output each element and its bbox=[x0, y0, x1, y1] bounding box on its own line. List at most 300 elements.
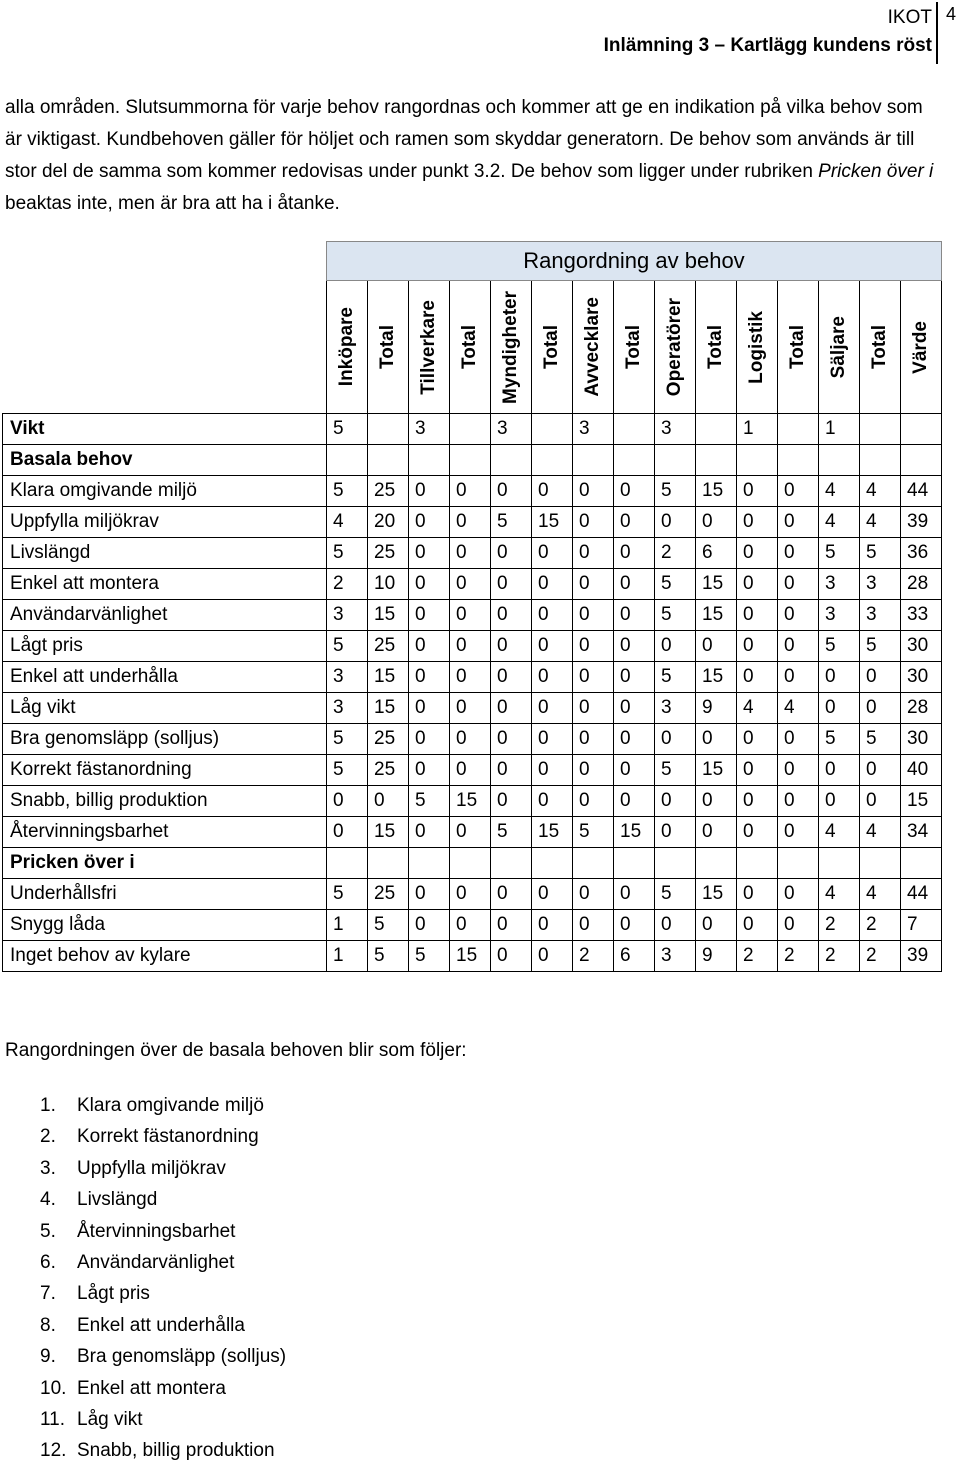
row-label: Klara omgivande miljö bbox=[3, 476, 327, 507]
list-number: 3. bbox=[40, 1157, 56, 1179]
table-cell bbox=[737, 445, 778, 476]
table-cell: 1 bbox=[819, 414, 860, 445]
table-cell bbox=[819, 848, 860, 879]
table-cell: 3 bbox=[327, 600, 368, 631]
table-cell: 28 bbox=[901, 569, 942, 600]
table-cell: 6 bbox=[696, 538, 737, 569]
row-label: Snygg låda bbox=[3, 910, 327, 941]
table-cell: 0 bbox=[491, 600, 532, 631]
table-cell: 0 bbox=[491, 910, 532, 941]
table-cell: 0 bbox=[614, 476, 655, 507]
table-cell: 0 bbox=[655, 786, 696, 817]
list-label: Återvinningsbarhet bbox=[77, 1220, 236, 1242]
list-item bbox=[40, 1278, 286, 1309]
table-cell: 0 bbox=[450, 538, 491, 569]
table-cell: 5 bbox=[327, 414, 368, 445]
table-cell: 0 bbox=[409, 879, 450, 910]
table-cell: 0 bbox=[450, 817, 491, 848]
row-label: Enkel att underhålla bbox=[3, 662, 327, 693]
table-cell: 2 bbox=[573, 941, 614, 972]
table-row bbox=[3, 414, 942, 445]
table-row bbox=[3, 724, 942, 755]
table-cell: 0 bbox=[573, 662, 614, 693]
table-cell: 4 bbox=[327, 507, 368, 538]
table-cell: 39 bbox=[901, 941, 942, 972]
table-cell: 5 bbox=[860, 538, 901, 569]
table-cell bbox=[491, 848, 532, 879]
table-cell: 5 bbox=[655, 755, 696, 786]
table-cell: 5 bbox=[409, 941, 450, 972]
table-cell: 5 bbox=[819, 724, 860, 755]
table-cell bbox=[368, 414, 409, 445]
table-cell: 15 bbox=[696, 879, 737, 910]
table-cell: 15 bbox=[696, 662, 737, 693]
column-header bbox=[491, 281, 532, 414]
list-number: 1. bbox=[40, 1095, 56, 1116]
column-header bbox=[901, 281, 942, 414]
table-cell: 20 bbox=[368, 507, 409, 538]
table-cell: 0 bbox=[409, 817, 450, 848]
table-cell: 4 bbox=[819, 817, 860, 848]
row-label: Underhållsfri bbox=[3, 879, 327, 910]
header-corner bbox=[3, 281, 327, 414]
table-cell: 0 bbox=[327, 817, 368, 848]
table-cell: 3 bbox=[819, 600, 860, 631]
table-cell: 0 bbox=[409, 507, 450, 538]
table-cell: 0 bbox=[573, 724, 614, 755]
table-cell: 0 bbox=[409, 476, 450, 507]
table-cell: 3 bbox=[860, 600, 901, 631]
table-cell: 3 bbox=[573, 414, 614, 445]
table-corner bbox=[3, 242, 327, 281]
table-cell: 0 bbox=[450, 910, 491, 941]
table-cell: 0 bbox=[532, 476, 573, 507]
row-label: Enkel att montera bbox=[3, 569, 327, 600]
table-cell: 0 bbox=[696, 817, 737, 848]
table-cell: 0 bbox=[696, 786, 737, 817]
table-cell: 1 bbox=[327, 910, 368, 941]
header-divider bbox=[936, 2, 938, 64]
table-cell bbox=[860, 414, 901, 445]
table-cell bbox=[901, 848, 942, 879]
table-cell bbox=[778, 414, 819, 445]
table-cell: 0 bbox=[491, 879, 532, 910]
table-cell: 0 bbox=[614, 879, 655, 910]
table-cell: 0 bbox=[573, 755, 614, 786]
table-cell: 7 bbox=[901, 910, 942, 941]
table-cell: 0 bbox=[778, 662, 819, 693]
table-cell: 9 bbox=[696, 941, 737, 972]
table-cell: 0 bbox=[614, 910, 655, 941]
column-header-label: Total bbox=[541, 325, 562, 369]
table-cell: 25 bbox=[368, 879, 409, 910]
intro-italic: Pricken över i bbox=[818, 161, 934, 182]
table-cell: 0 bbox=[614, 693, 655, 724]
table-cell bbox=[655, 445, 696, 476]
table-cell bbox=[614, 445, 655, 476]
table-cell: 0 bbox=[491, 693, 532, 724]
list-number: 6. bbox=[40, 1252, 56, 1274]
table-cell: 5 bbox=[327, 755, 368, 786]
table-cell bbox=[901, 445, 942, 476]
table-cell: 5 bbox=[491, 507, 532, 538]
table-cell: 0 bbox=[409, 693, 450, 724]
table-cell: 0 bbox=[614, 662, 655, 693]
table-cell: 0 bbox=[450, 662, 491, 693]
column-header bbox=[532, 281, 573, 414]
table-cell: 0 bbox=[778, 817, 819, 848]
table-cell: 2 bbox=[819, 910, 860, 941]
table-cell: 0 bbox=[491, 631, 532, 662]
list-item bbox=[40, 1184, 286, 1215]
section-label: Basala behov bbox=[3, 445, 327, 476]
table-cell: 0 bbox=[450, 569, 491, 600]
list-number: 10. bbox=[40, 1377, 67, 1399]
table-cell: 0 bbox=[409, 600, 450, 631]
table-cell: 33 bbox=[901, 600, 942, 631]
table-cell bbox=[532, 445, 573, 476]
table-cell: 0 bbox=[573, 910, 614, 941]
table-cell bbox=[327, 445, 368, 476]
table-cell: 1 bbox=[737, 414, 778, 445]
table-cell: 2 bbox=[737, 941, 778, 972]
table-cell: 2 bbox=[778, 941, 819, 972]
table-row bbox=[3, 476, 942, 507]
table-cell bbox=[573, 848, 614, 879]
table-cell: 0 bbox=[409, 724, 450, 755]
table-cell bbox=[901, 414, 942, 445]
table-cell: 15 bbox=[696, 600, 737, 631]
list-label: Enkel att montera bbox=[77, 1377, 226, 1399]
table-row bbox=[3, 910, 942, 941]
table-cell: 30 bbox=[901, 662, 942, 693]
list-label: Bra genomsläpp (solljus) bbox=[77, 1346, 287, 1368]
table-cell: 5 bbox=[655, 569, 696, 600]
table-cell: 0 bbox=[860, 786, 901, 817]
table-cell: 0 bbox=[532, 879, 573, 910]
table-cell: 0 bbox=[655, 817, 696, 848]
table-cell: 15 bbox=[368, 817, 409, 848]
table-cell: 0 bbox=[532, 786, 573, 817]
table-cell: 0 bbox=[655, 507, 696, 538]
table-cell: 3 bbox=[860, 569, 901, 600]
table-cell: 0 bbox=[737, 476, 778, 507]
table-cell: 0 bbox=[450, 755, 491, 786]
ranking-list bbox=[40, 1090, 286, 1467]
table-cell: 0 bbox=[737, 755, 778, 786]
table-cell: 0 bbox=[778, 538, 819, 569]
table-cell: 0 bbox=[491, 724, 532, 755]
column-header bbox=[778, 281, 819, 414]
row-label: Lågt pris bbox=[3, 631, 327, 662]
column-header-label: Total bbox=[377, 325, 398, 369]
table-cell: 5 bbox=[327, 879, 368, 910]
table-cell: 5 bbox=[655, 600, 696, 631]
table-cell bbox=[860, 848, 901, 879]
column-header-label: Avvecklare bbox=[582, 297, 603, 397]
table-row bbox=[3, 879, 942, 910]
header-titles bbox=[604, 4, 932, 60]
table-cell: 0 bbox=[409, 662, 450, 693]
row-label: Bra genomsläpp (solljus) bbox=[3, 724, 327, 755]
column-header bbox=[860, 281, 901, 414]
table-cell: 0 bbox=[450, 879, 491, 910]
table-cell bbox=[614, 848, 655, 879]
table-cell: 2 bbox=[655, 538, 696, 569]
column-header-label: Total bbox=[787, 325, 808, 369]
table-cell: 44 bbox=[901, 879, 942, 910]
table-cell: 4 bbox=[819, 507, 860, 538]
table-cell: 0 bbox=[737, 786, 778, 817]
table-cell: 0 bbox=[573, 600, 614, 631]
table-cell bbox=[696, 414, 737, 445]
table-row bbox=[3, 662, 942, 693]
table-cell bbox=[737, 848, 778, 879]
table-cell: 0 bbox=[573, 631, 614, 662]
table-cell: 0 bbox=[491, 755, 532, 786]
ranking-intro: Rangordningen över de basala behoven blir som följer: bbox=[5, 1040, 467, 1061]
column-header-label: Inköpare bbox=[336, 307, 357, 387]
table-cell bbox=[778, 848, 819, 879]
table-cell: 0 bbox=[614, 755, 655, 786]
table-cell: 28 bbox=[901, 693, 942, 724]
table-cell: 0 bbox=[655, 724, 696, 755]
table-cell: 0 bbox=[491, 941, 532, 972]
table-cell: 5 bbox=[327, 538, 368, 569]
table-cell: 15 bbox=[614, 817, 655, 848]
table-cell: 0 bbox=[737, 662, 778, 693]
table-cell: 0 bbox=[614, 631, 655, 662]
table-cell bbox=[368, 848, 409, 879]
table-cell: 0 bbox=[696, 724, 737, 755]
row-label: Korrekt fästanordning bbox=[3, 755, 327, 786]
table-cell: 2 bbox=[819, 941, 860, 972]
table-cell: 5 bbox=[368, 910, 409, 941]
column-header bbox=[409, 281, 450, 414]
table-cell: 4 bbox=[778, 693, 819, 724]
table-cell: 5 bbox=[819, 538, 860, 569]
table-cell bbox=[532, 848, 573, 879]
table-row bbox=[3, 538, 942, 569]
table-cell bbox=[327, 848, 368, 879]
table-cell: 0 bbox=[614, 507, 655, 538]
column-header-label: Total bbox=[623, 325, 644, 369]
table-cell: 4 bbox=[860, 507, 901, 538]
intro-paragraph bbox=[5, 92, 935, 220]
table-cell: 0 bbox=[368, 786, 409, 817]
list-number: 7. bbox=[40, 1283, 56, 1305]
table-cell: 5 bbox=[860, 724, 901, 755]
table-cell: 0 bbox=[655, 910, 696, 941]
table-cell: 5 bbox=[819, 631, 860, 662]
table-cell: 0 bbox=[819, 755, 860, 786]
list-item bbox=[40, 1247, 286, 1278]
table-cell bbox=[450, 848, 491, 879]
column-header bbox=[450, 281, 491, 414]
table-cell: 15 bbox=[901, 786, 942, 817]
table-cell: 0 bbox=[696, 910, 737, 941]
table-cell: 15 bbox=[368, 662, 409, 693]
table-cell: 0 bbox=[737, 569, 778, 600]
table-cell: 0 bbox=[778, 569, 819, 600]
table-cell: 3 bbox=[655, 693, 696, 724]
table-cell: 15 bbox=[696, 755, 737, 786]
table-cell bbox=[409, 445, 450, 476]
table-cell: 0 bbox=[737, 817, 778, 848]
table-cell: 39 bbox=[901, 507, 942, 538]
row-label: Återvinningsbarhet bbox=[3, 817, 327, 848]
table-cell: 10 bbox=[368, 569, 409, 600]
table-cell: 0 bbox=[450, 631, 491, 662]
section-row bbox=[3, 848, 942, 879]
table-cell: 0 bbox=[573, 693, 614, 724]
table-cell: 0 bbox=[532, 755, 573, 786]
table-cell: 0 bbox=[450, 600, 491, 631]
table-cell bbox=[614, 414, 655, 445]
table-cell: 0 bbox=[491, 786, 532, 817]
table-cell: 3 bbox=[655, 414, 696, 445]
table-cell: 15 bbox=[532, 507, 573, 538]
list-item bbox=[40, 1435, 286, 1466]
table-cell: 3 bbox=[655, 941, 696, 972]
column-header bbox=[819, 281, 860, 414]
table-cell: 5 bbox=[573, 817, 614, 848]
table-cell: 0 bbox=[532, 910, 573, 941]
table-cell: 5 bbox=[327, 476, 368, 507]
table-cell: 0 bbox=[819, 693, 860, 724]
list-item bbox=[40, 1373, 286, 1404]
table-cell: 5 bbox=[655, 662, 696, 693]
table-cell bbox=[368, 445, 409, 476]
table-cell: 0 bbox=[573, 507, 614, 538]
table-cell bbox=[696, 848, 737, 879]
table-cell: 0 bbox=[532, 941, 573, 972]
table-cell: 0 bbox=[614, 538, 655, 569]
table-cell: 0 bbox=[737, 600, 778, 631]
list-label: Uppfylla miljökrav bbox=[77, 1157, 226, 1179]
table-cell: 0 bbox=[819, 786, 860, 817]
table-cell bbox=[696, 445, 737, 476]
list-label: Korrekt fästanordning bbox=[77, 1126, 259, 1148]
table-cell: 15 bbox=[532, 817, 573, 848]
table-caption: Rangordning av behov bbox=[327, 242, 942, 281]
table-cell: 0 bbox=[491, 662, 532, 693]
table-cell: 0 bbox=[778, 631, 819, 662]
table-cell: 0 bbox=[819, 662, 860, 693]
column-header bbox=[655, 281, 696, 414]
table-cell: 0 bbox=[409, 569, 450, 600]
table-row bbox=[3, 631, 942, 662]
list-item bbox=[40, 1090, 286, 1121]
table-cell: 5 bbox=[655, 476, 696, 507]
table-cell: 0 bbox=[573, 476, 614, 507]
table-cell: 40 bbox=[901, 755, 942, 786]
table-cell: 0 bbox=[409, 631, 450, 662]
table-cell: 3 bbox=[327, 693, 368, 724]
table-cell: 0 bbox=[532, 600, 573, 631]
column-header-label: Total bbox=[459, 325, 480, 369]
table-cell: 0 bbox=[860, 662, 901, 693]
table-row bbox=[3, 507, 942, 538]
column-header bbox=[573, 281, 614, 414]
table-cell: 0 bbox=[450, 476, 491, 507]
table-cell bbox=[655, 848, 696, 879]
column-header bbox=[614, 281, 655, 414]
table-cell: 0 bbox=[532, 631, 573, 662]
table-cell: 3 bbox=[819, 569, 860, 600]
table-cell: 2 bbox=[327, 569, 368, 600]
table-cell: 0 bbox=[532, 693, 573, 724]
column-header bbox=[737, 281, 778, 414]
table-cell bbox=[450, 414, 491, 445]
table-cell: 0 bbox=[573, 538, 614, 569]
table-cell: 0 bbox=[450, 724, 491, 755]
table-cell: 0 bbox=[778, 786, 819, 817]
table-cell: 0 bbox=[491, 538, 532, 569]
table-cell bbox=[532, 414, 573, 445]
table-cell: 0 bbox=[327, 786, 368, 817]
table-cell: 0 bbox=[778, 755, 819, 786]
table-cell bbox=[860, 445, 901, 476]
table-cell: 5 bbox=[368, 941, 409, 972]
table-cell: 36 bbox=[901, 538, 942, 569]
table-cell: 0 bbox=[778, 600, 819, 631]
column-header-row bbox=[3, 281, 942, 414]
table-cell: 4 bbox=[819, 476, 860, 507]
table-row bbox=[3, 786, 942, 817]
column-header bbox=[327, 281, 368, 414]
table-cell: 0 bbox=[409, 538, 450, 569]
table-cell: 0 bbox=[778, 724, 819, 755]
table-cell: 0 bbox=[491, 476, 532, 507]
list-number: 12. bbox=[40, 1440, 67, 1462]
row-label: Uppfylla miljökrav bbox=[3, 507, 327, 538]
list-number: 4. bbox=[40, 1189, 56, 1211]
table-cell: 0 bbox=[450, 507, 491, 538]
table-cell: 15 bbox=[696, 569, 737, 600]
course-name: IKOT bbox=[887, 7, 932, 28]
table-cell: 30 bbox=[901, 724, 942, 755]
table-cell: 5 bbox=[327, 724, 368, 755]
needs-ranking-table bbox=[2, 241, 942, 972]
list-item bbox=[40, 1310, 286, 1341]
column-header bbox=[696, 281, 737, 414]
list-item bbox=[40, 1404, 286, 1435]
column-header-label: Total bbox=[705, 325, 726, 369]
row-label: Användarvänlighet bbox=[3, 600, 327, 631]
table-cell: 0 bbox=[737, 631, 778, 662]
table-cell: 0 bbox=[614, 600, 655, 631]
table-cell bbox=[409, 848, 450, 879]
column-header bbox=[368, 281, 409, 414]
table-cell: 34 bbox=[901, 817, 942, 848]
table-cell: 6 bbox=[614, 941, 655, 972]
table-cell: 0 bbox=[573, 879, 614, 910]
table-cell: 25 bbox=[368, 724, 409, 755]
table-row bbox=[3, 600, 942, 631]
table-cell: 30 bbox=[901, 631, 942, 662]
row-label: Snabb, billig produktion bbox=[3, 786, 327, 817]
table-row bbox=[3, 755, 942, 786]
table-cell: 4 bbox=[737, 693, 778, 724]
table-cell: 25 bbox=[368, 631, 409, 662]
table-cell: 0 bbox=[573, 786, 614, 817]
intro-text: alla områden. Slutsummorna för varje behov rangordnas och kommer att ge en indikation på vilka behov som är viktigast. Kundbehoven gäller för höljet och ramen som skyddar generatorn. De behov som används är till stor del de samma som kommer redovisas under punkt 3.2. De behov som ligger under rubriken bbox=[5, 97, 923, 182]
column-header-label: Tillverkare bbox=[418, 299, 439, 395]
table-cell bbox=[450, 445, 491, 476]
column-header-label: Total bbox=[869, 325, 890, 369]
table-cell: 0 bbox=[737, 724, 778, 755]
